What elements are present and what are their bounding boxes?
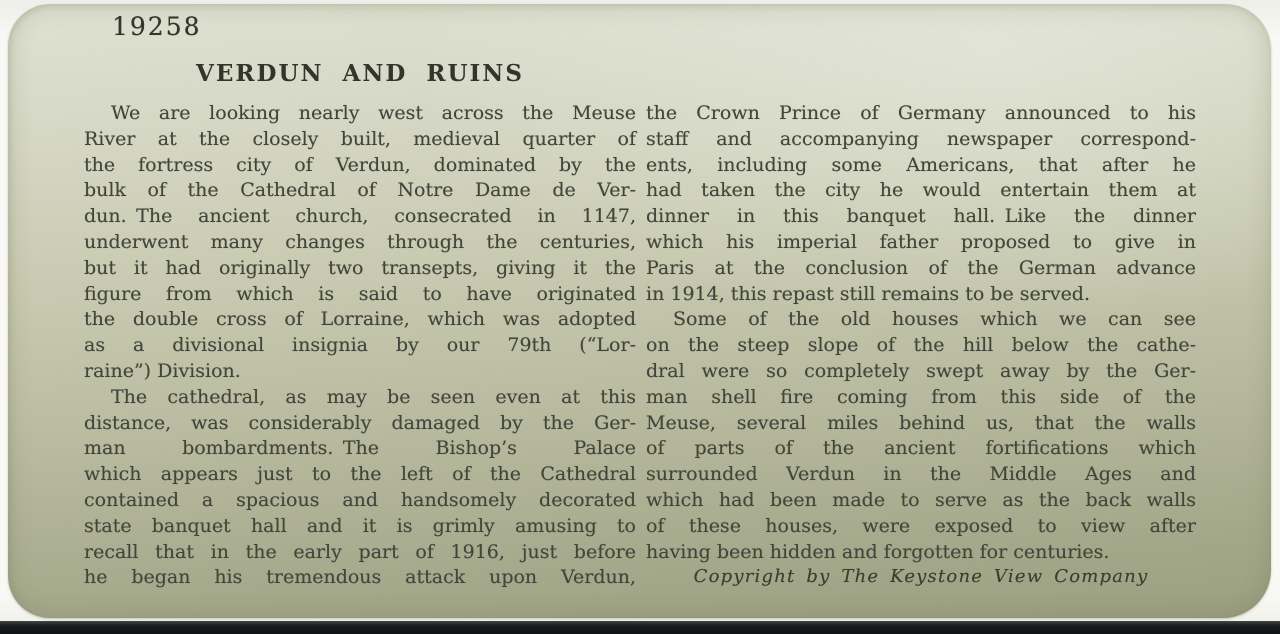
text-line: of parts of the ancient fortifications which — [646, 437, 1196, 460]
text-line: dinner in this banquet hall. Like the dinner — [646, 205, 1196, 228]
text-line: the double cross of Lorraine, which was adopted — [84, 308, 636, 331]
text-line: the Crown Prince of Germany announced to his — [646, 102, 1196, 124]
card-number: 19258 — [112, 12, 202, 41]
text-line: which appears just to the left of the Cathedral — [84, 463, 636, 486]
text-line: Some of the old houses which we can see — [673, 308, 1196, 331]
text-line: underwent many changes through the centuries, — [84, 230, 636, 253]
text-line: man shell fire coming from this side of the — [646, 385, 1196, 408]
text-line: We are looking nearly west across the Meuse — [111, 102, 636, 124]
text-line: having been hidden and forgotten for centuries. — [646, 540, 1110, 563]
text-line: recall that in the early part of 1916, just before — [84, 540, 636, 563]
text-line: bulk of the Cathedral of Notre Dame de Ver- — [84, 179, 636, 202]
text-line: ents, including some Americans, that after he — [646, 153, 1196, 176]
text-line: dral were so completely swept away by the Ger- — [646, 359, 1196, 382]
text-line: which had been made to serve as the back walls — [646, 488, 1196, 511]
text-line: The cathedral, as may be seen even at this — [111, 385, 636, 408]
text-line: he began his tremendous attack upon Verdun, — [84, 566, 636, 589]
text-line: man bombardments. The Bishop’s Palace — [84, 437, 636, 460]
text-line: the fortress city of Verdun, dominated by the — [84, 153, 636, 176]
text-line: staff and accompanying newspaper correspond- — [646, 127, 1196, 150]
text-line: River at the closely built, medieval quarter of — [84, 127, 636, 150]
text-line: as a divisional insignia by our 79th (“Lor- — [84, 334, 636, 357]
text-line: Meuse, several miles behind us, that the walls — [646, 411, 1196, 434]
text-column-left — [84, 101, 636, 591]
text-line: figure from which is said to have originated — [84, 282, 636, 305]
copyright-line: Copyright by The Keystone View Company — [693, 566, 1149, 587]
card-title: VERDUN AND RUINS — [196, 60, 524, 87]
text-line: of these houses, were exposed to view after — [646, 514, 1196, 537]
stereoview-card-back — [8, 4, 1271, 618]
text-line: but it had originally two transepts, giving it the — [84, 256, 636, 279]
text-column-right — [646, 101, 1196, 565]
text-line: Paris at the conclusion of the German advance — [646, 256, 1196, 279]
scan-black-edge — [0, 621, 1280, 634]
text-line: distance, was considerably damaged by the Ger- — [84, 411, 636, 434]
text-line: had taken the city he would entertain them at — [646, 179, 1196, 202]
text-line: in 1914, this repast still remains to be served. — [646, 282, 1091, 305]
text-line: raine”) Division. — [84, 359, 241, 382]
text-line: on the steep slope of the hill below the cathe- — [646, 334, 1196, 357]
text-line: surrounded Verdun in the Middle Ages and — [646, 463, 1196, 486]
text-line: state banquet hall and it is grimly amusing to — [84, 514, 636, 537]
text-line: contained a spacious and handsomely decorated — [84, 488, 636, 511]
text-line: which his imperial father proposed to give in — [646, 230, 1196, 253]
text-line: dun. The ancient church, consecrated in 1147, — [84, 205, 636, 228]
